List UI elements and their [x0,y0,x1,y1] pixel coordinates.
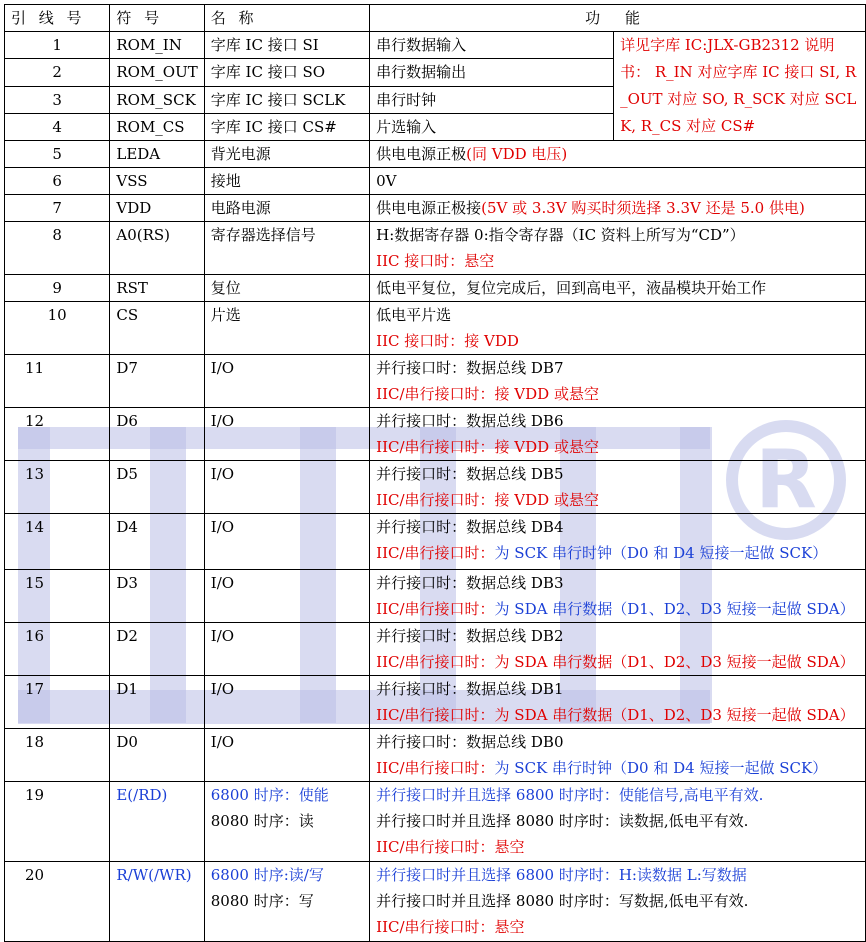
pin-number: 20 [5,862,110,942]
pin-name: 片选 [204,302,369,355]
pin-function: 串行时钟 [370,86,614,113]
pin-number: 1 [5,32,110,59]
pin-symbol: CS [110,302,204,355]
header-row [5,5,866,32]
pin-number: 6 [5,168,110,195]
pin-function: 并行接口时并且选择 6800 时序时：H:读数据 L:写数据 并行接口时并且选择 8080 时序时：写数据,低电平有效. IIC/串行接口时：悬空 [370,862,866,942]
pin-number: 8 [5,222,110,275]
pin-number: 15 [5,570,110,623]
pin-number: 3 [5,86,110,113]
pin-symbol: VSS [110,168,204,195]
header-name: 名 称 [204,5,369,32]
pin-name: 字库 IC 接口 CS# [204,113,369,140]
pin-symbol: ROM_IN [110,32,204,59]
pin-name: I/O [204,514,369,570]
pin-number: 2 [5,59,110,86]
pin-function: 并行接口时并且选择 6800 时序时：使能信号,高电平有效. 并行接口时并且选择 8080 时序时：读数据,低电平有效. IIC/串行接口时：悬空 [370,782,866,862]
table-row [5,862,866,942]
pin-function: 供电电源正极(同 VDD 电压) [370,141,866,168]
table-row [5,782,866,862]
pin-number: 9 [5,275,110,302]
pin-symbol: ROM_CS [110,113,204,140]
table-row [5,141,866,168]
pin-name: 字库 IC 接口 SI [204,32,369,59]
pin-symbol: D0 [110,729,204,782]
pin-name: I/O [204,729,369,782]
pin-number: 13 [5,461,110,514]
pin-function: 并行接口时：数据总线 DB6 IIC/串行接口时：接 VDD 或悬空 [370,408,866,461]
table-row [5,222,866,275]
pin-function: 并行接口时：数据总线 DB3 IIC/串行接口时：为 SDA 串行数据（D1、D2、D3 短接一起做 SDA） [370,570,866,623]
pin-function: 并行接口时：数据总线 DB4 IIC/串行接口时：为 SCK 串行时钟（D0 和 D4 短接一起做 SCK） [370,514,866,570]
pin-name: 背光电源 [204,141,369,168]
pin-function: 片选输入 [370,113,614,140]
pin-symbol: ROM_SCK [110,86,204,113]
pin-symbol: ROM_OUT [110,59,204,86]
pin-function: 供电电源正极接(5V 或 3.3V 购买时须选择 3.3V 还是 5.0 供电) [370,195,866,222]
pin-number: 18 [5,729,110,782]
table-row [5,275,866,302]
pin-name: I/O [204,461,369,514]
pin-name: I/O [204,570,369,623]
pin-name: 接地 [204,168,369,195]
pin-symbol: D7 [110,355,204,408]
table-row [5,408,866,461]
table-row [5,729,866,782]
pin-symbol: R/W(/WR) [110,862,204,942]
pin-name: 6800 时序：使能 8080 时序：读 [204,782,369,862]
pin-function: H:数据寄存器 0:指令寄存器（IC 资料上所写为“CD”） IIC 接口时：悬空 [370,222,866,275]
pin-symbol: D3 [110,570,204,623]
pin-name: I/O [204,355,369,408]
pin-symbol: RST [110,275,204,302]
pin-function: 并行接口时：数据总线 DB0 IIC/串行接口时：为 SCK 串行时钟（D0 和 D4 短接一起做 SCK） [370,729,866,782]
header-pin: 引 线 号 [5,5,110,32]
pin-number: 4 [5,113,110,140]
pin-function: 并行接口时：数据总线 DB1 IIC/串行接口时：为 SDA 串行数据（D1、D2、D3 短接一起做 SDA） [370,676,866,729]
registered-mark: R [726,420,846,540]
table-row [5,514,866,570]
table-row [5,195,866,222]
pin-symbol: D6 [110,408,204,461]
pin-number: 17 [5,676,110,729]
table-row [5,623,866,676]
table-row [5,32,866,59]
table-row [5,355,866,408]
pin-function: 低电平片选 IIC 接口时：接 VDD [370,302,866,355]
font-ic-note: 详见字库 IC:JLX-GB2312 说明书： R_IN 对应字库 IC 接口 SI, R_OUT 对应 SO, R_SCK 对应 SCLK, R_CS 对应 CS# [614,32,866,141]
pin-number: 11 [5,355,110,408]
pin-number: 14 [5,514,110,570]
pin-symbol: E(/RD) [110,782,204,862]
pin-function: 串行数据输出 [370,59,614,86]
pin-name: 电路电源 [204,195,369,222]
pin-symbol: D4 [110,514,204,570]
pin-number: 10 [5,302,110,355]
pin-name: 复位 [204,275,369,302]
pin-name: I/O [204,408,369,461]
pin-name: I/O [204,676,369,729]
header-symbol: 符 号 [110,5,204,32]
pin-function: 0V [370,168,866,195]
table-row [5,570,866,623]
pin-name: 字库 IC 接口 SO [204,59,369,86]
pin-number: 5 [5,141,110,168]
header-function: 功 能 [370,5,866,32]
pin-symbol: D5 [110,461,204,514]
table-row [5,461,866,514]
pin-symbol: VDD [110,195,204,222]
pin-function: 并行接口时：数据总线 DB2 IIC/串行接口时：为 SDA 串行数据（D1、D2、D3 短接一起做 SDA） [370,623,866,676]
table-row [5,302,866,355]
table-row [5,168,866,195]
pin-name: 寄存器选择信号 [204,222,369,275]
pin-definition-table [4,4,866,942]
pin-name: 6800 时序:读/写 8080 时序：写 [204,862,369,942]
pin-number: 19 [5,782,110,862]
pin-symbol: D2 [110,623,204,676]
pin-number: 12 [5,408,110,461]
pin-name: 字库 IC 接口 SCLK [204,86,369,113]
pin-number: 16 [5,623,110,676]
pin-symbol: A0(RS) [110,222,204,275]
pin-function: 低电平复位，复位完成后，回到高电平，液晶模块开始工作 [370,275,866,302]
pin-function: 并行接口时：数据总线 DB7 IIC/串行接口时：接 VDD 或悬空 [370,355,866,408]
pin-symbol: D1 [110,676,204,729]
pin-name: I/O [204,623,369,676]
table-row [5,676,866,729]
pin-symbol: LEDA [110,141,204,168]
pin-function: 串行数据输入 [370,32,614,59]
pin-number: 7 [5,195,110,222]
pin-function: 并行接口时：数据总线 DB5 IIC/串行接口时：接 VDD 或悬空 [370,461,866,514]
